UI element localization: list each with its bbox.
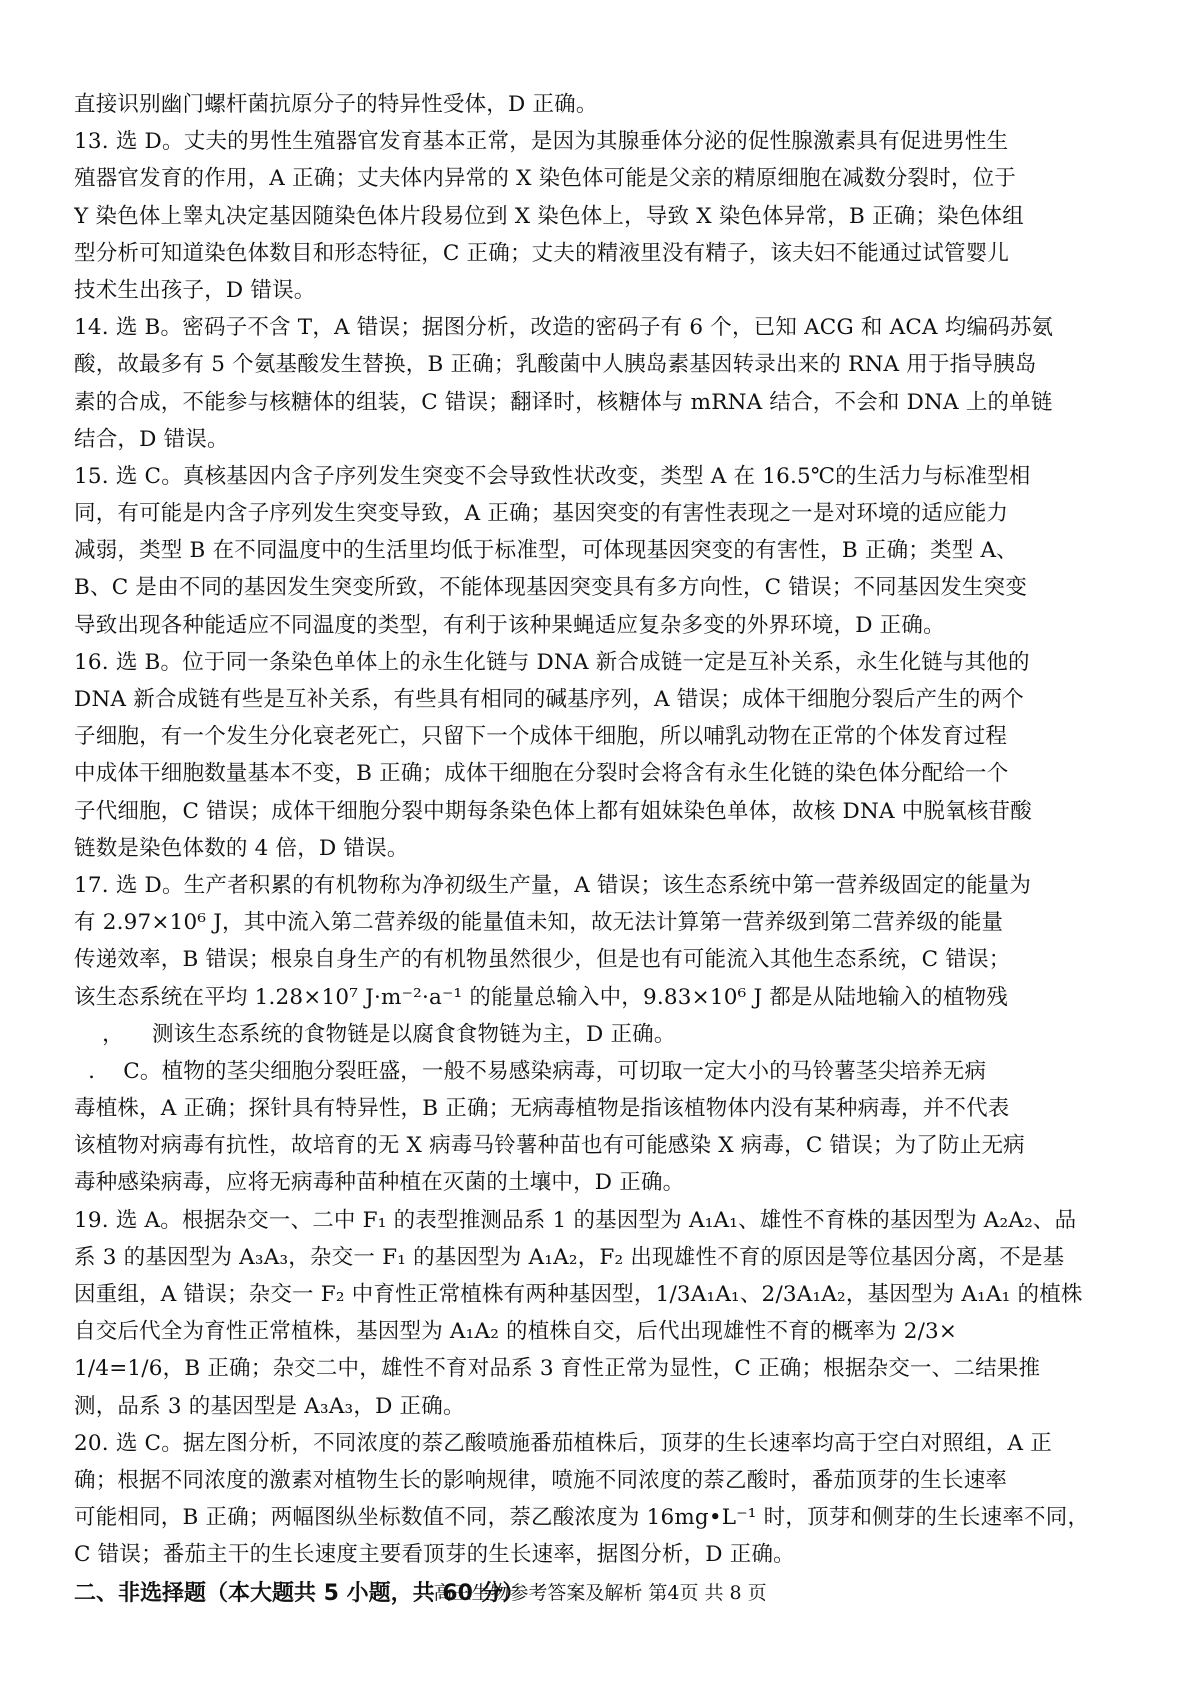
text-line: 子代细胞，C 错误；成体干细胞分裂中期每条染色体上都有姐妹染色单体，故核 DNA 中脱氧核苷酸 (74, 798, 1032, 824)
text-line: DNA 新合成链有些是互补关系，有些具有相同的碱基序列，A 错误；成体干细胞分裂后产生的两个 (74, 687, 1024, 712)
text-line: 测，品系 3 的基因型是 A₃A₃，D 正确。 (74, 1393, 465, 1419)
text-line: 13. 选 D。丈夫的男性生殖器官发育基本正常，是因为其腺垂体分泌的促性腺激素具有促进男性生 (74, 129, 1009, 155)
text-line: 子细胞，有一个发生分化衰老死亡，只留下一个成体干细胞，所以哺乳动物在正常的个体发育过程 (74, 724, 1008, 750)
text-line: 14. 选 B。密码子不含 T，A 错误；据图分析，改造的密码子有 6 个，已知 ACG 和 ACA 均编码苏氨 (74, 315, 1054, 341)
text-line: ， 测该生态系统的食物链是以腐食食物链为主，D 正确。 (74, 1021, 676, 1047)
text-line: 15. 选 C。真核基因内含子序列发生突变不会导致性状改变，类型 A 在 16.5℃的生活力与标准型相 (74, 463, 1031, 489)
text-line: 直接识别幽门螺杆菌抗原分子的特异性受体，D 正确。 (74, 92, 598, 117)
text-line: 减弱，类型 B 在不同温度中的生活里均低于标准型，可体现基因突变的有害性，B 正确；类型 A、 (74, 538, 1018, 564)
text-line: B、C 是由不同的基因发生突变所致，不能体现基因突变具有多方向性，C 错误；不同基因发生突变 (74, 575, 1028, 601)
text-line: 毒种感染病毒，应将无病毒种苗种植在灭菌的土壤中，D 正确。 (74, 1170, 685, 1196)
text-line: 型分析可知道染色体数目和形态特征，C 正确；丈夫的精液里没有精子，该夫妇不能通过试管婴儿 (74, 240, 1010, 266)
text-line: 16. 选 B。位于同一条染色单体上的永生化链与 DNA 新合成链一定是互补关系，永生化链与其他的 (74, 649, 1030, 675)
text-line: C 错误；番茄主干的生长速度主要看顶芽的生长速率，据图分析，D 正确。 (74, 1542, 795, 1568)
text-line: 因重组，A 错误；杂交一 F₂ 中育性正常植株有两种基因型，1/3A₁A₁、2/3A₁A₂，基因型为 A₁A₁ 的植株 (74, 1282, 1083, 1307)
text-line: 确；根据不同浓度的激素对植物生长的影响规律，喷施不同浓度的萘乙酸时，番茄顶芽的生长速率 (74, 1467, 1008, 1493)
text-line: 有 2.97×10⁶ J，其中流入第二营养级的能量值未知，故无法计算第一营养级到第二营养级的能量 (74, 910, 1004, 936)
text-line: Y 染色体上睾丸决定基因随染色体片段易位到 X 染色体上，导致 X 染色体异常，B 正确；染色体组 (74, 203, 1024, 229)
text-line: 20. 选 C。据左图分析，不同浓度的萘乙酸喷施番茄植株后，顶芽的生长速率均高于空白对照组，A 正 (74, 1430, 1052, 1456)
text-line: 技术生出孩子，D 错误。 (74, 277, 316, 303)
text-line: 毒植株，A 正确；探针具有特异性，B 正确；无病毒植物是指该植物体内没有某种病毒，并不代表 (74, 1096, 1010, 1122)
text-line: 该生态系统在平均 1.28×10⁷ J·m⁻²·a⁻¹ 的能量总输入中，9.83×10⁶ J 都是从陆地输入的植物残 (74, 984, 1009, 1010)
text-line: 同，有可能是内含子序列发生突变导致，A 正确；基因突变的有害性表现之一是对环境的适应能力 (74, 501, 1009, 527)
section-heading: 二、非选择题（本大题共 5 小题，共 60 分） (74, 1580, 525, 1606)
text-line: 中成体干细胞数量基本不变，B 正确；成体干细胞在分裂时会将含有永生化链的染色体分配给一个 (74, 761, 1009, 787)
text-line: 自交后代全为育性正常植株，基因型为 A₁A₂ 的植株自交，后代出现雄性不育的概率为 2/3× (74, 1319, 958, 1345)
text-line: 素的合成，不能参与核糖体的组装，C 错误；翻译时，核糖体与 mRNA 结合，不会和 DNA 上的单链 (74, 389, 1053, 415)
text-line: 19. 选 A。根据杂交一、二中 F₁ 的表型推测品系 1 的基因型为 A₁A₁、雄性不育株的基因型为 A₂A₂、品 (74, 1207, 1077, 1233)
text-line: 链数是染色体数的 4 倍，D 错误。 (74, 835, 409, 861)
page-footer: 高三生物参考答案及解析 第4页 共 8 页 (433, 1582, 767, 1604)
text-line: . C。植物的茎尖细胞分裂旺盛，一般不易感染病毒，可切取一定大小的马铃薯茎尖培养无病 (74, 1058, 987, 1084)
text-line: 结合，D 错误。 (74, 426, 229, 452)
text-line: 可能相同，B 正确；两幅图纵坐标数值不同，萘乙酸浓度为 16mg•L⁻¹ 时，顶芽和侧芽的生长速率不同， (74, 1505, 1090, 1531)
text-line: 传递效率，B 错误；根泉自身生产的有机物虽然很少，但是也有可能流入其他生态系统，C 错误； (74, 947, 1011, 973)
text-line: 导致出现各种能适应不同温度的类型，有利于该种果蝇适应复杂多变的外界环境，D 正确。 (74, 612, 945, 638)
text-line: 1/4=1/6，B 正确；杂交二中，雄性不育对品系 3 育性正常为显性，C 正确；根据杂交一、二结果推 (74, 1356, 1041, 1382)
text-line: 17. 选 D。生产者积累的有机物称为净初级生产量，A 错误；该生态系统中第一营养级固定的能量为 (74, 872, 1032, 898)
text-line: 系 3 的基因型为 A₃A₃，杂交一 F₁ 的基因型为 A₁A₂，F₂ 出现雄性不育的原因是等位基因分离，不是基 (74, 1244, 1065, 1270)
text-line: 殖器官发育的作用，A 正确；丈夫体内异常的 X 染色体可能是父亲的精原细胞在减数分裂时，位于 (74, 166, 1017, 192)
text-line: 酸，故最多有 5 个氨基酸发生替换，B 正确；乳酸菌中人胰岛素基因转录出来的 RNA 用于指导胰岛 (74, 352, 1037, 378)
answer-body (74, 86, 1134, 1614)
text-line: 该植物对病毒有抗性，故培育的无 X 病毒马铃薯种苗也有可能感染 X 病毒，C 错误；为了防止无病 (74, 1133, 1025, 1159)
